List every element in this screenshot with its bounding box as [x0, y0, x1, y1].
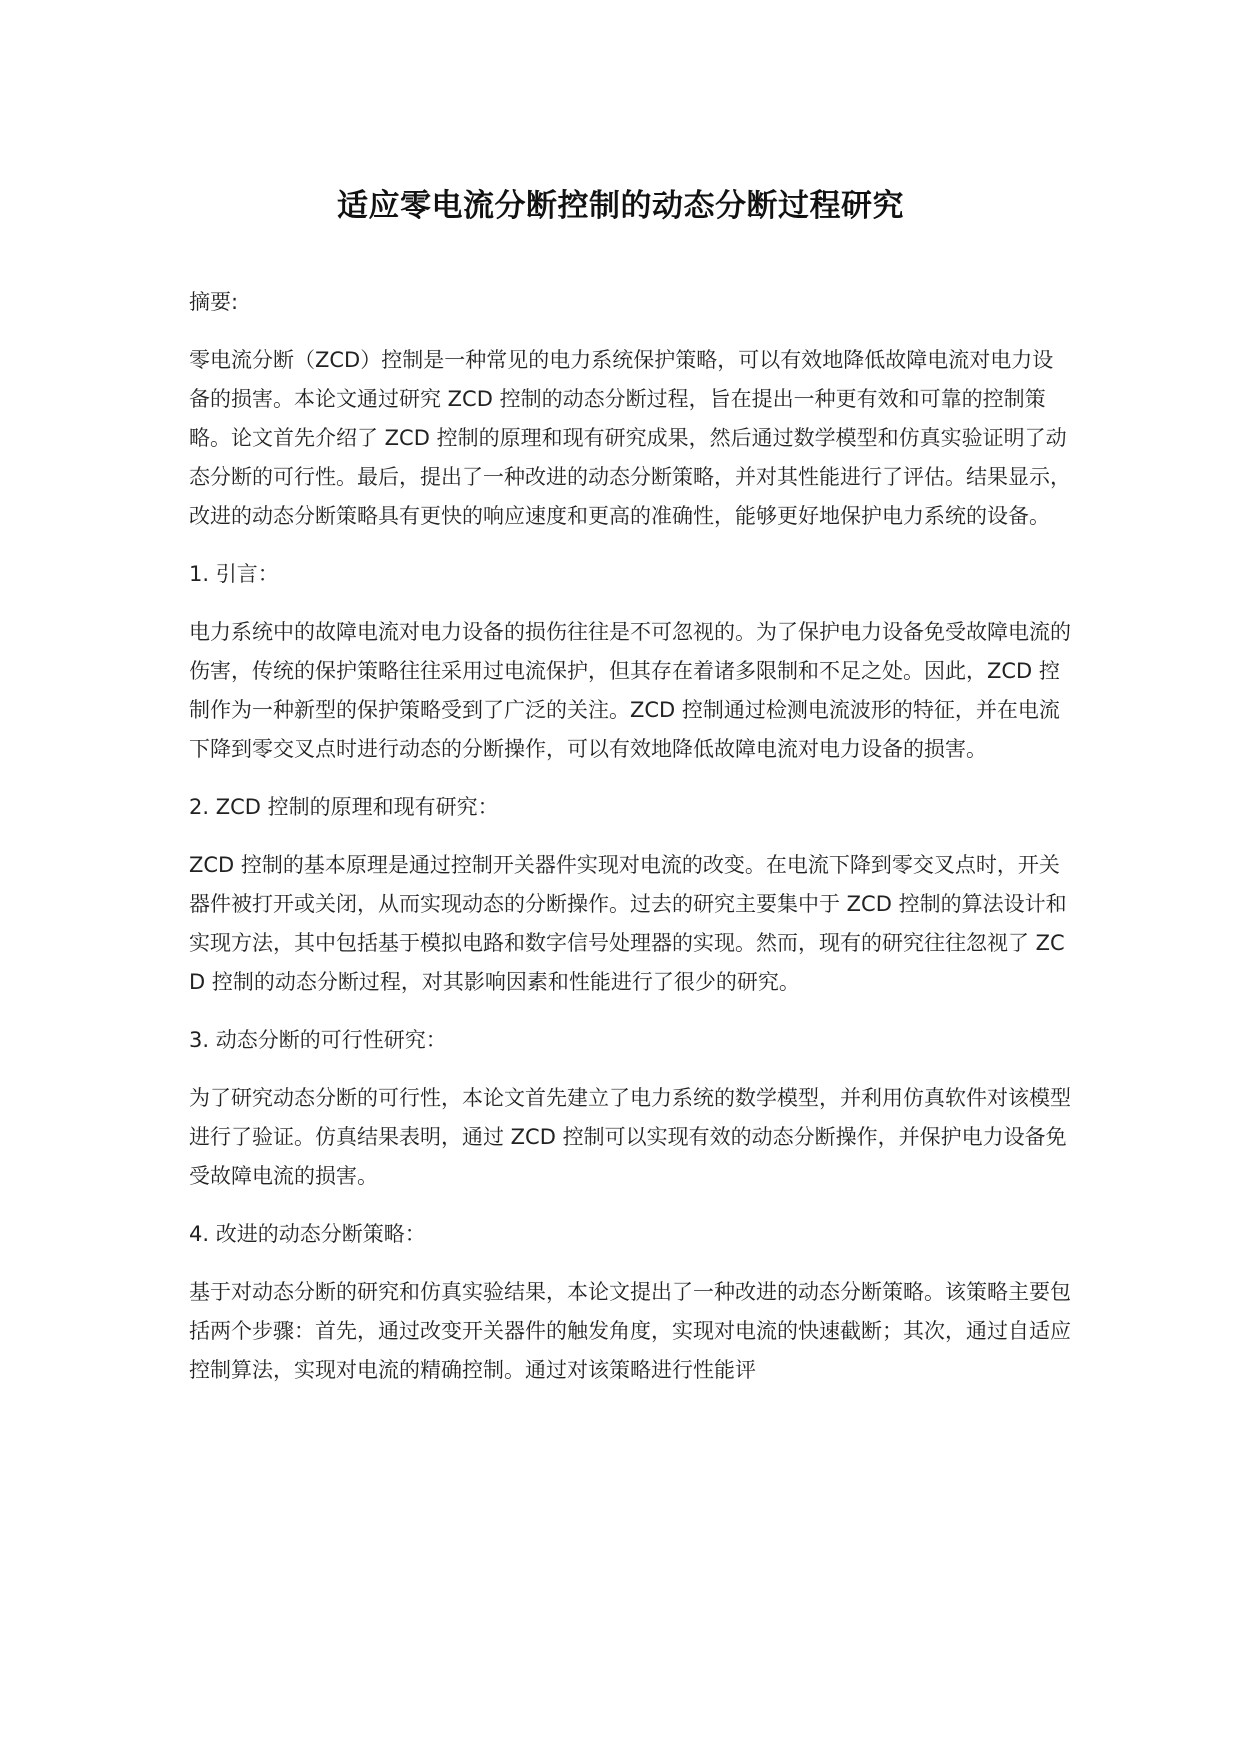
- section-text-feasibility: 为了研究动态分断的可行性，本论文首先建立了电力系统的数学模型，并利用仿真软件对该模型进行了验证。仿真结果表明，通过 ZCD 控制可以实现有效的动态分断操作，并保护电力设备免受故障电流的损害。: [189, 1086, 1071, 1188]
- section-heading-principle: 2. ZCD 控制的原理和现有研究：: [189, 795, 499, 819]
- section-text-introduction: 电力系统中的故障电流对电力设备的损伤往往是不可忽视的。为了保护电力设备免受故障电流的伤害，传统的保护策略往往采用过电流保护，但其存在着诸多限制和不足之处。因此，ZCD 控制作为一种新型的保护策略受到了广泛的关注。ZCD 控制通过检测电流波形的特征，并在电流下降到零交叉点时进行动态的分断操作，可以有效地降低故障电流对电力设备的损害。: [189, 620, 1071, 761]
- abstract-text: 零电流分断（ZCD）控制是一种常见的电力系统保护策略，可以有效地降低故障电流对电力设备的损害。本论文通过研究 ZCD 控制的动态分断过程，旨在提出一种更有效和可靠的控制策略。论文首先介绍了 ZCD 控制的原理和现有研究成果，然后通过数学模型和仿真实验证明了动态分断的可行性。最后，提出了一种改进的动态分断策略，并对其性能进行了评估。结果显示，改进的动态分断策略具有更快的响应速度和更高的准确性，能够更好地保护电力系统的设备。: [189, 348, 1071, 528]
- section-text-improved-strategy: 基于对动态分断的研究和仿真实验结果，本论文提出了一种改进的动态分断策略。该策略主要包括两个步骤：首先，通过改变开关器件的触发角度，实现对电流的快速截断；其次，通过自适应控制算法，实现对电流的精确控制。通过对该策略进行性能评: [189, 1280, 1071, 1382]
- section-text-principle: ZCD 控制的基本原理是通过控制开关器件实现对电流的改变。在电流下降到零交叉点时，开关器件被打开或关闭，从而实现动态的分断操作。过去的研究主要集中于 ZCD 控制的算法设计和实现方法，其中包括基于模拟电路和数字信号处理器的实现。然而，现有的研究往往忽视了 ZCD 控制的动态分断过程，对其影响因素和性能进行了很少的研究。: [189, 853, 1067, 994]
- abstract-label: 摘要:: [189, 290, 239, 314]
- document-body: [189, 283, 1074, 1409]
- document-title: 适应零电流分断控制的动态分断过程研究: [337, 188, 904, 224]
- section-heading-feasibility: 3. 动态分断的可行性研究：: [189, 1028, 447, 1052]
- section-heading-introduction: 1. 引言：: [189, 562, 279, 586]
- section-heading-improved-strategy: 4. 改进的动态分断策略：: [189, 1222, 426, 1246]
